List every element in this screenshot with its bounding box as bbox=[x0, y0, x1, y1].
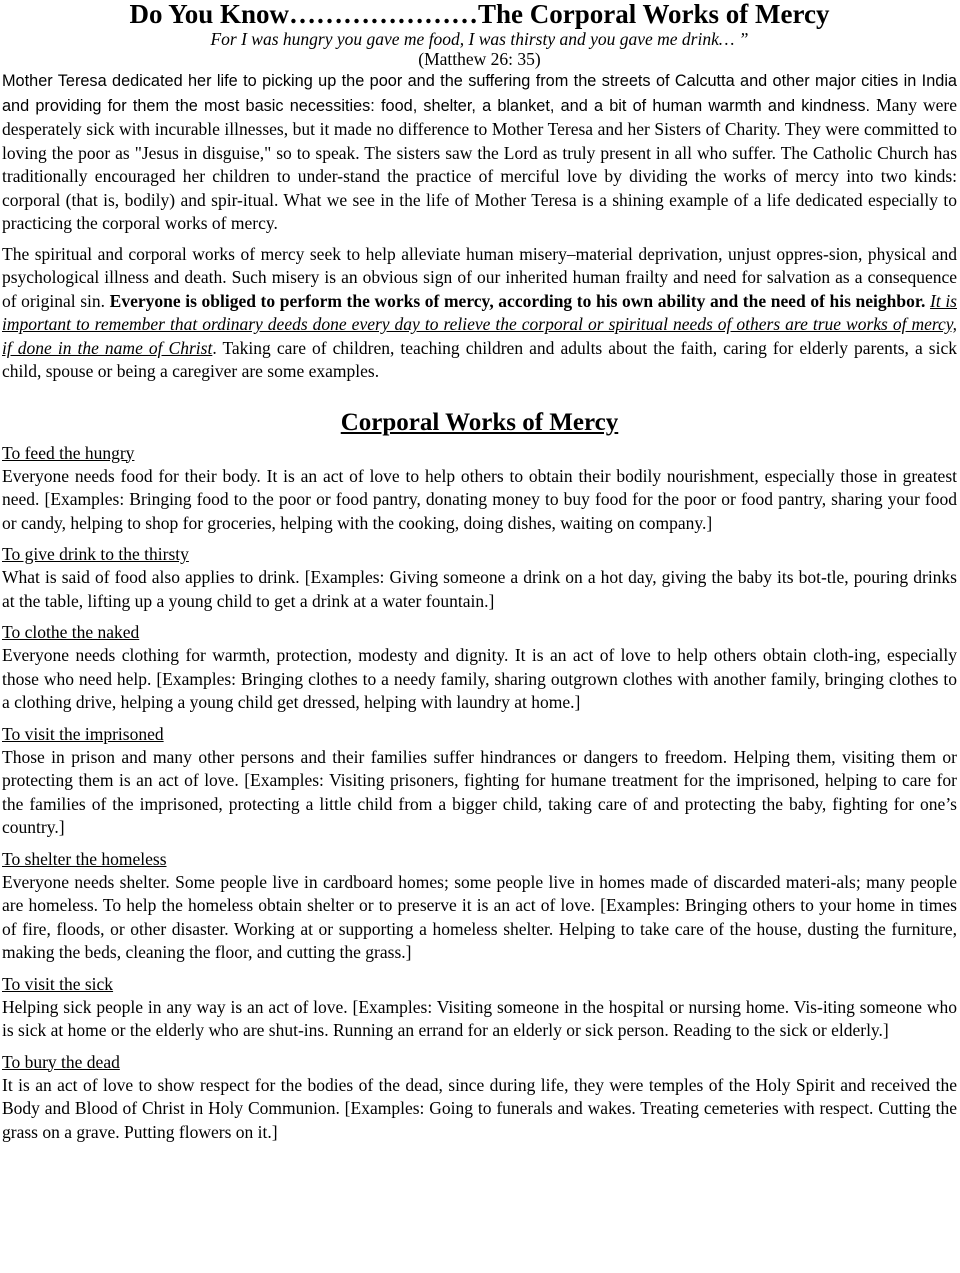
work-text: Everyone needs clothing for warmth, protection, modesty and dignity. It is an act of love to help others obtain cloth-ing, especially those who need help. [Examples: Bringing clothes to a needy family, sharing outgrown clothes with another family, bringing clothes to a clothing drive, helping a young child get dressed, helping with laundry at home.] bbox=[2, 645, 957, 712]
intro-sans-text: Mother Teresa dedicated her life to picking up the poor and the suffering from the streets of Calcutta and other major cities in India and providing for them the most basic necessities: food, shelter, a blanket, and a bit of human warmth and kindness. bbox=[2, 72, 957, 115]
work-text: What is said of food also applies to drink. [Examples: Giving someone a drink on a hot day, giving the baby its bot-tle, pouring drinks at the table, lifting up a young child to get a drink at a water fountain.] bbox=[2, 567, 957, 611]
work-text: Everyone needs food for their body. It is an act of love to help others to obtain their bodily nourishment, especially those in greatest need. [Examples: Bringing food to the poor or food pantry, donating money to buy food for the poor or food pantry, sharing your food or candy, helping to shop for groceries, helping with the cooking, doing dishes, waiting on company.] bbox=[2, 465, 957, 533]
intro-p2-end: . Taking care of children, teaching children and adults about the faith, caring for elderly parents, a sick child, spouse or being a caregiver are some examples. bbox=[2, 337, 957, 381]
page-title: Do You Know…………………The Corporal Works of Mercy bbox=[129, 0, 830, 29]
work-item bbox=[2, 442, 957, 536]
work-item bbox=[2, 973, 957, 1043]
spacer bbox=[2, 535, 957, 543]
intro-paragraph-1 bbox=[2, 69, 957, 236]
intro-p2-text: The spiritual and corporal works of mercy seek to help alleviate human misery–material deprivation, unjust oppres-sion, physical and psychological illness and death. Such misery is an obvious sign of our inherited human frailty and need for salvation as a consequence of original sin. bbox=[2, 243, 957, 311]
scripture-reference: (Matthew 26: 35) bbox=[418, 49, 541, 69]
works-list bbox=[2, 442, 957, 1145]
spacer bbox=[2, 236, 957, 243]
work-item bbox=[2, 543, 957, 613]
work-item bbox=[2, 621, 957, 715]
intro-p2-underlined: It is important to remember that ordinary deeds done every day to relieve the corporal or spiritual needs of others are true works of mercy, if done in the name of Christ bbox=[2, 290, 957, 358]
intro-paragraph-2 bbox=[2, 243, 957, 384]
spacer bbox=[2, 715, 957, 723]
work-heading: To clothe the naked bbox=[2, 622, 140, 642]
work-heading: To feed the hungry bbox=[2, 442, 135, 463]
work-heading: To visit the imprisoned bbox=[2, 723, 164, 744]
spacer bbox=[2, 1043, 957, 1051]
work-text: It is an act of love to show respect for the bodies of the dead, since during life, they were temples of the Holy Spirit and received the Body and Blood of Christ in Holy Communion. [Examples: Going to funerals and wakes. Treating cemeteries with respect. Cutting the grass on a grave. Putting flowers on it.] bbox=[2, 1074, 957, 1142]
work-text: Everyone needs shelter. Some people live in cardboard homes; some people live in homes made of discarded materi-als; many people are homeless. To help the homeless obtain shelter or to preserve it is an act of love. [Examples: Bringing others to your home in times of fire, floods, or other disaster. Working at or supporting a homeless shelter. Helping to take care of the house, dusting the furniture, making the beds, cleaning the floor, and cutting the grass.] bbox=[2, 871, 957, 962]
work-heading: To shelter the homeless bbox=[2, 848, 167, 869]
scripture-quote: For I was hungry you gave me food, I was thirsty and you gave me drink… ” bbox=[210, 29, 749, 49]
work-item bbox=[2, 723, 957, 840]
spacer bbox=[2, 613, 957, 621]
spacer bbox=[2, 965, 957, 973]
work-heading: To give drink to the thirsty bbox=[2, 544, 189, 564]
spacer bbox=[2, 840, 957, 848]
work-heading: To bury the dead bbox=[2, 1051, 120, 1072]
intro-p2-bold: Everyone is obliged to perform the works of mercy, according to his own ability and the need of his neighbor. bbox=[109, 290, 926, 311]
work-item bbox=[2, 848, 957, 965]
section-title: Corporal Works of Mercy bbox=[340, 408, 619, 436]
work-item bbox=[2, 1051, 957, 1145]
work-text: Helping sick people in any way is an act of love. [Examples: Visiting someone in the hospital or nursing home. Vis-iting someone who is sick at home or the elderly who are shut-ins. Running an errand for an elderly or sick person. Reading to the sick or elderly.] bbox=[2, 996, 957, 1040]
work-text: Those in prison and many other persons and their families suffer hindrances or dangers to freedom. Helping them, visiting them or protecting them is an act of love. [Examples: Visiting prisoners, fighting for humane treatment for the imprisoned, helping to care for the families of the imprisoned, protecting a little child from a bigger child, taking care of and protecting the baby, fighting for one’s country.] bbox=[2, 746, 957, 837]
work-heading: To visit the sick bbox=[2, 973, 114, 994]
intro-serif-text: Many were desperately sick with incurable illnesses, but it made no difference to Mother Teresa and her Sisters of Charity. They were committed to loving the poor as "Jesus in disguise," so to speak. The sisters saw the Lord as truly present in all who suffer. The Catholic Church has traditionally encouraged her children to under-stand the practice of merciful love by dividing the works of mercy into two kinds: corporal (that is, bodily) and spir-itual. What we see in the life of Mother Teresa is a shining example of a life dedicated especially to practicing the corporal works of mercy. bbox=[2, 94, 958, 233]
